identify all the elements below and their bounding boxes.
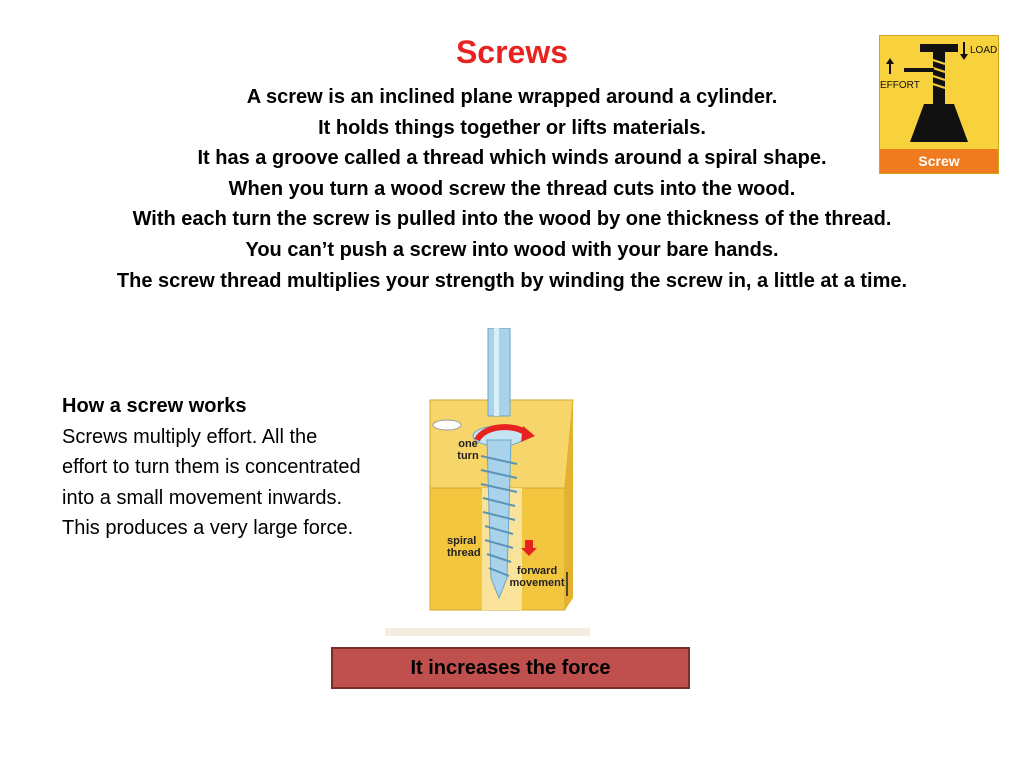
intro-line: When you turn a wood screw the thread cuts into the wood.: [228, 177, 796, 200]
side-heading: How a screw works: [62, 395, 247, 417]
screw-jack-thumbnail: [879, 35, 999, 174]
side-body: Screws multiply effort. All the effort to turn them is concentrated into a small movement inwards. This produces a very large force.: [62, 425, 361, 539]
effort-label: EFFORT: [880, 80, 920, 91]
answer-box: It increases the force: [331, 647, 690, 689]
forward-movement-label: forward movement: [509, 565, 565, 589]
screw-illustration: [385, 328, 590, 638]
how-screw-works: [62, 391, 362, 544]
one-turn-label: one turn: [457, 438, 479, 462]
load-label: LOAD: [970, 45, 998, 56]
spiral-thread-label: spiral thread: [447, 535, 481, 559]
thumbnail-caption: Screw: [880, 149, 998, 173]
intro-line: It has a groove called a thread which winds around a spiral shape.: [197, 147, 827, 170]
intro-line: A screw is an inclined plane wrapped around a cylinder.: [246, 86, 778, 108]
intro-line: You can’t push a screw into wood with your bare hands.: [245, 238, 779, 261]
intro-text: [0, 82, 1024, 296]
intro-line: It holds things together or lifts materials.: [318, 116, 706, 139]
screw-in-wood-diagram: [385, 328, 590, 638]
slide-title: Screws: [455, 34, 569, 70]
intro-line: With each turn the screw is pulled into the wood by one thickness of the thread.: [132, 208, 892, 231]
intro-line: The screw thread multiplies your strength by winding the screw in, a little at a time.: [116, 269, 908, 292]
